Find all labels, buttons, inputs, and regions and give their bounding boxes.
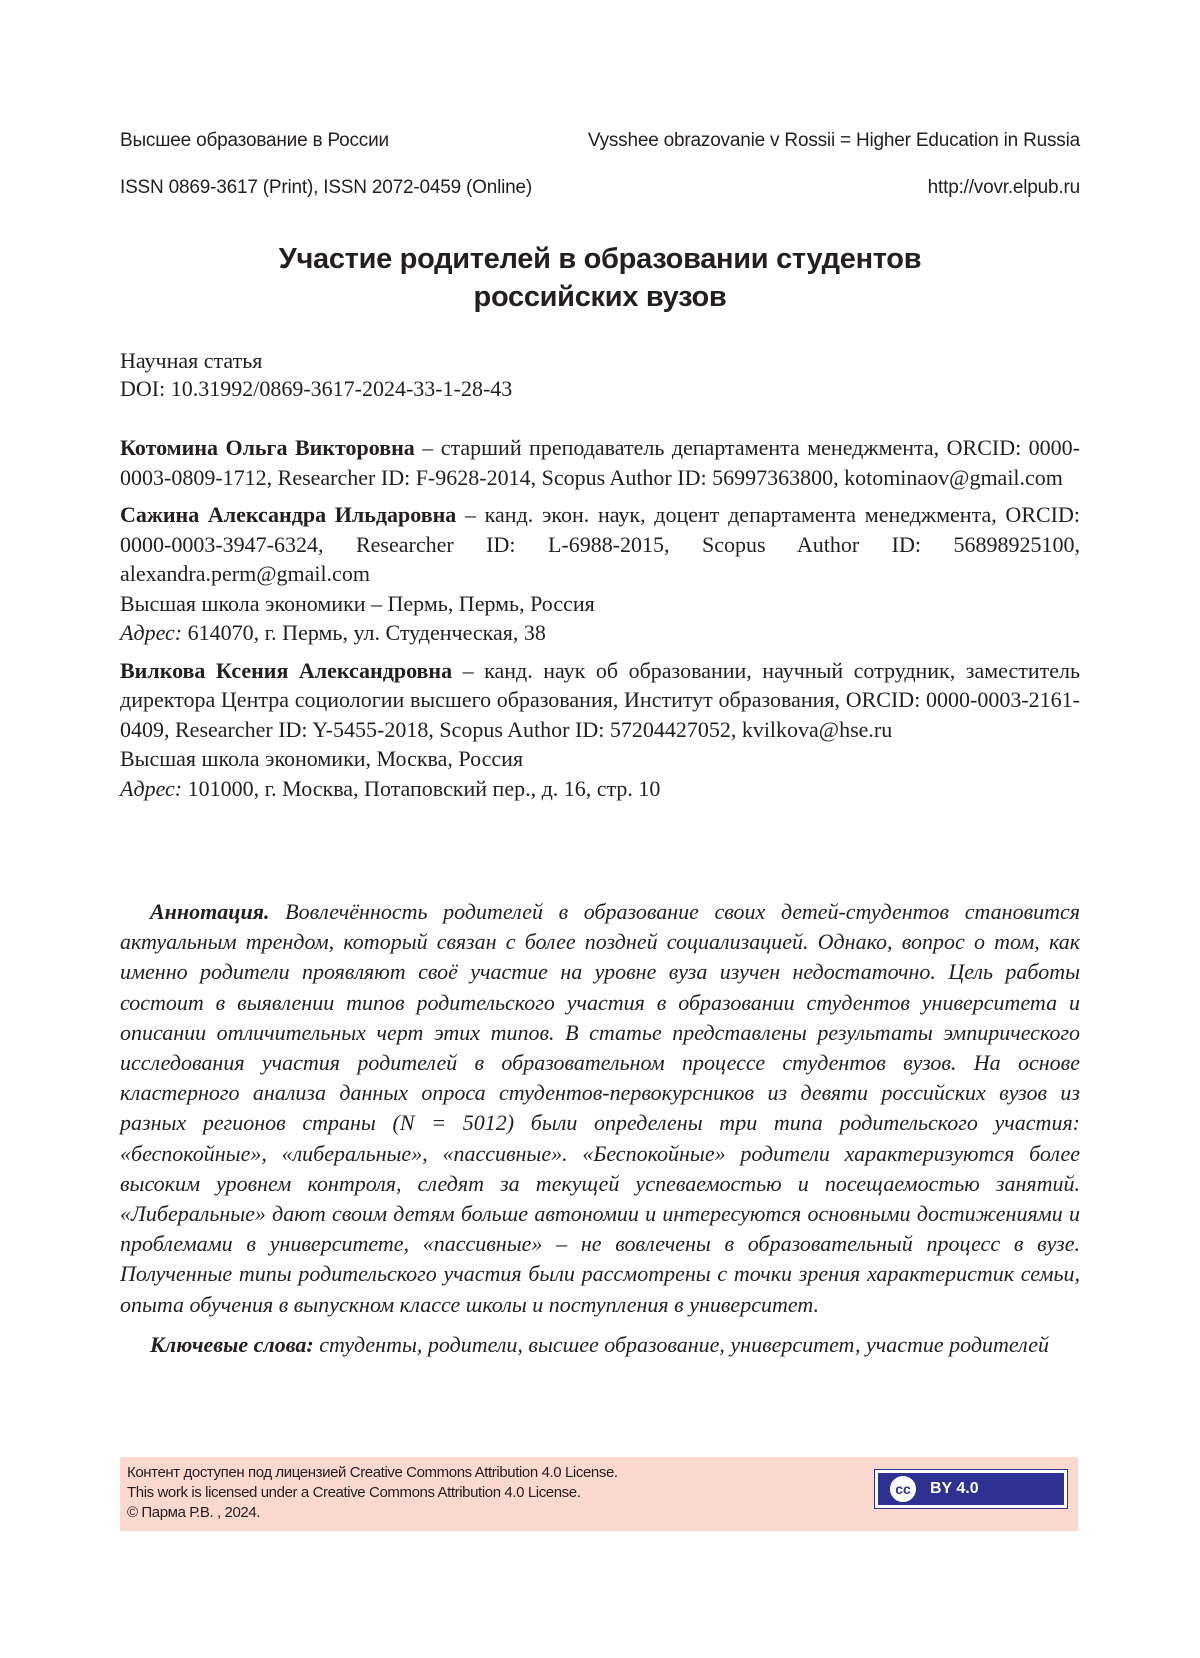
license-line-ru: Контент доступен под лицензией Creative Commons Attribution 4.0 License. [127, 1464, 618, 1481]
author-affiliation: Высшая школа экономики – Пермь, Пермь, Россия [120, 590, 595, 616]
abstract-paragraph [120, 897, 1080, 1320]
abstract-label: Аннотация. [150, 899, 270, 924]
author-name: Вилкова Ксения Александровна [120, 657, 453, 683]
author-address [120, 774, 1080, 804]
author-3 [120, 656, 1080, 804]
title-line-2: российских вузов [473, 281, 727, 313]
address-text: 614070, г. Пермь, ул. Студенческая, 38 [182, 620, 546, 645]
author-address [120, 618, 1080, 648]
copyright-line: © Парма Р.В. , 2024. [127, 1504, 261, 1521]
cc-badge-inner [878, 1473, 1064, 1505]
keywords-paragraph [120, 1330, 1080, 1360]
license-line-en: This work is licensed under a Creative Commons Attribution 4.0 License. [127, 1484, 581, 1501]
author-name: Котомина Ольга Викторовна [120, 435, 415, 460]
article-doi[interactable]: DOI: 10.31992/0869-3617-2024-33-1-28-43 [120, 376, 513, 401]
author-2 [120, 500, 1080, 648]
keywords-label: Ключевые слова: [150, 1331, 314, 1357]
author-description: – канд. экон. наук, доцент департамента менеджмента, ORCID: 0000-0003-3947-6324, Researcher ID: L-6988-2015, Scopus Author ID: 56898925100, alexandra.perm@gmail.com [120, 502, 1080, 586]
address-label: Адрес: [120, 775, 183, 801]
title-line-1: Участие родителей в образовании студентов [278, 243, 922, 275]
keywords-text: студенты, родители, высшее образование, университет, участие родителей [313, 1331, 1049, 1357]
journal-title-en: Vysshee obrazovanie v Rossii = Higher Education in Russia [587, 130, 1080, 151]
journal-url[interactable]: http://vovr.elpub.ru [927, 177, 1080, 198]
article-meta [120, 347, 512, 403]
article-title [120, 240, 1080, 316]
abstract-text: Вовлечённость родителей в образование своих детей-студентов становится актуальным трендом, который связан с более поздней социализацией. Однако, вопрос о том, как именно родители проявляют своё участие на уровне вуза изучен недостаточно. Цель работы состоит в выявлении типов родительского участия в образовании студентов университета и описании отличительных черт этих типов. В статье представлены результаты эмпирического исследования участия родителей в образовательном процессе студентов вузов. На основе кластерного анализа данных опроса студентов-первокурсников из девяти российских вузов из разных регионов страны (N = 5012) были определены три типа родительского участия: «беспокойные», «либеральные», «пассивные». «Беспокойные» родители характеризуются более высоким уровнем контроля, следят за текущей успеваемостью и посещаемостью занятий. «Либеральные» дают своим детям больше автономии и интересуются основными достижениями и проблемами в университете, «пассивные» – не вовлечены в образовательный процесс в вузе. Полученные типы родительского участия были рассмотрены с точки зрения характеристик семьи, опыта обучения в выпускном классе школы и поступления в университет. [120, 899, 1080, 1317]
cc-by-badge[interactable] [874, 1469, 1068, 1509]
author-name: Сажина Александра Ильдаровна [120, 502, 457, 527]
address-text: 101000, г. Москва, Потаповский пер., д. 16, стр. 10 [182, 775, 661, 801]
license-text [127, 1463, 618, 1523]
running-header [120, 130, 1080, 152]
article-type: Научная статья [120, 348, 263, 373]
cc-logo-icon: cc [888, 1474, 918, 1504]
abstract-section [120, 897, 1080, 1360]
author-description: – канд. наук об образовании, научный сотрудник, заместитель директора Центра социологии высшего образования, Институт образования, ORCID: 0000-0003-2161-0409, Researcher ID: Y-5455-2018, Scopus Author ID: 57204427052, kvilkova@hse.ru [120, 657, 1080, 742]
author-list [120, 433, 1080, 811]
address-label: Адрес: [120, 620, 183, 645]
author-1 [120, 433, 1080, 492]
license-box [120, 1457, 1078, 1531]
author-affiliation: Высшая школа экономики, Москва, Россия [120, 746, 524, 771]
author-description: – старший преподаватель департамента менеджмента, ORCID: 0000-0003-0809-1712, Researcher ID: F-9628-2014, Scopus Author ID: 56997363800, kotominaov@gmail.com [120, 435, 1080, 490]
cc-badge-label: BY 4.0 [930, 1480, 979, 1497]
issn-header [120, 177, 1080, 199]
journal-title-ru: Высшее образование в России [120, 130, 389, 151]
issn-text: ISSN 0869-3617 (Print), ISSN 2072-0459 (Online) [120, 177, 532, 198]
